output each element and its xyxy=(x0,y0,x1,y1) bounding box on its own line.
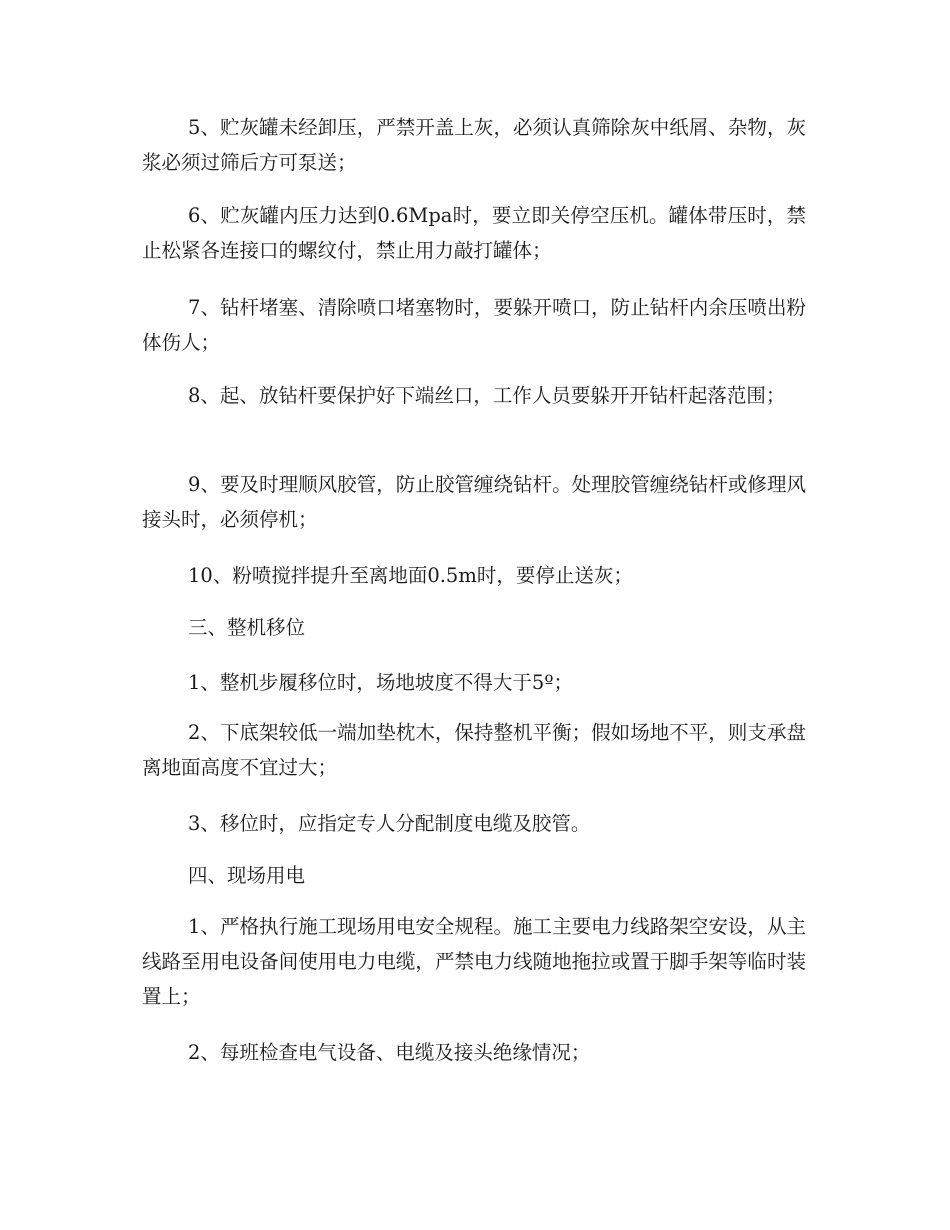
paragraph-power-2: 2、每班检查电气设备、电缆及接头绝缘情况； xyxy=(188,1041,591,1064)
paragraph-item-6: 6、贮灰罐内压力达到0.6Mpa时，要立即关停空压机。罐体带压时，禁止松紧各连接口的螺纹付，禁止用力敲打罐体； xyxy=(142,204,806,262)
paragraph-item-7: 7、钻杆堵塞、清除喷口堵塞物时，要躲开喷口，防止钻杆内余压喷出粉体伤人； xyxy=(142,296,806,354)
paragraph-move-2: 2、下底架较低一端加垫枕木，保持整机平衡；假如场地不平，则支承盘离地面高度不宜过大； xyxy=(142,721,806,779)
paragraph-item-8: 8、起、放钻杆要保护好下端丝口，工作人员要躲开开钻杆起落范围； xyxy=(188,384,786,407)
section-heading-3: 三、整机移位 xyxy=(188,616,306,639)
paragraph-item-10: 10、粉喷搅拌提升至离地面0.5m时，要停止送灰； xyxy=(188,564,633,587)
paragraph-move-3: 3、移位时，应指定专人分配制度电缆及胶管。 xyxy=(188,812,591,835)
paragraph-power-1: 1、严格执行施工现场用电安全规程。施工主要电力线路架空安设，从主线路至用电设备间使用电力电缆，严禁电力线随地拖拉或置于脚手架等临时装置上； xyxy=(142,915,806,1008)
paragraph-move-1: 1、整机步履移位时，场地坡度不得大于5º； xyxy=(188,671,573,694)
paragraph-item-5: 5、贮灰罐未经卸压，严禁开盖上灰，必须认真筛除灰中纸屑、杂物，灰浆必须过筛后方可泵送； xyxy=(142,116,806,174)
section-heading-4: 四、现场用电 xyxy=(188,864,306,887)
paragraph-item-9: 9、要及时理顺风胶管，防止胶管缠绕钻杆。处理胶管缠绕钻杆或修理风接头时，必须停机； xyxy=(142,473,806,531)
